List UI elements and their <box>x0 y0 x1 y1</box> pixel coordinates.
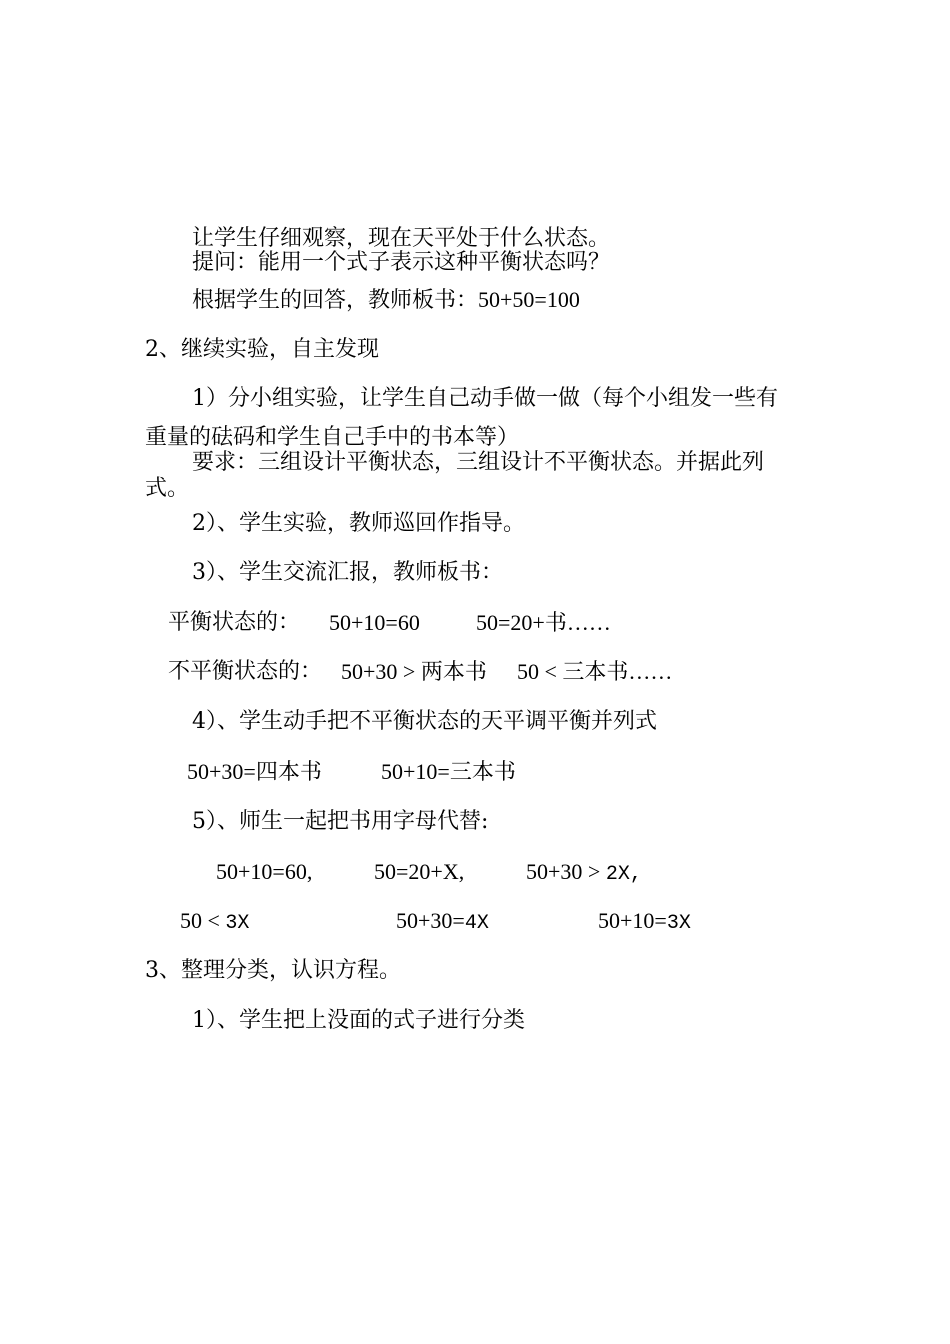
adjusted-equation-1: 50+30=四本书 <box>187 759 322 784</box>
unbalanced-equation-1: 50+30 > 两本书 <box>341 659 487 684</box>
section-heading-3: 3、整理分类，认识方程。 <box>145 958 401 983</box>
balanced-equation-2: 50=20+书…… <box>476 610 611 635</box>
text-line-requirement-cont: 式。 <box>145 476 190 501</box>
text-line-question: 提问：能用一个式子表示这种平衡状态吗？ <box>192 250 611 275</box>
text-line-letter-substitution: 5）、师生一起把书用字母代替: <box>192 809 489 834</box>
section-heading-2: 2、继续实验，自主发现 <box>145 337 379 362</box>
board-text: 根据学生的回答，教师板书： <box>192 288 479 313</box>
text-line-classify: 1）、学生把上没面的式子进行分类 <box>192 1008 525 1033</box>
unbalanced-equation-2: 50 < 三本书…… <box>517 659 673 684</box>
letter-equation-1: 50+10=60, <box>216 859 313 884</box>
text-line-student-experiment: 2）、学生实验，教师巡回作指导。 <box>192 511 525 536</box>
text-line-observe: 让学生仔细观察，现在天平处于什么状态。 <box>192 226 611 251</box>
letter-equation-3 <box>526 859 642 888</box>
letter-equation-6-left: 50+10= <box>598 908 667 933</box>
text-line-report: 3）、学生交流汇报，教师板书： <box>192 560 503 585</box>
letter-equation-4-left: 50 < <box>180 908 226 933</box>
letter-equation-2: 50=20+X, <box>374 859 465 884</box>
unbalanced-label: 不平衡状态的： <box>168 659 323 684</box>
letter-equation-5-right: 4X <box>464 912 489 935</box>
text-line-group-experiment: 1）分小组实验，让学生自己动手做一做（每个小组发一些有 <box>192 386 778 411</box>
text-line-adjust-balance: 4）、学生动手把不平衡状态的天平调平衡并列式 <box>192 709 657 734</box>
letter-equation-6 <box>598 908 691 937</box>
letter-equation-5 <box>396 908 489 937</box>
letter-equation-6-right: 3X <box>666 912 691 935</box>
text-line-group-experiment-cont: 重量的砝码和学生自己手中的书本等） <box>145 425 520 450</box>
adjusted-equation-2: 50+10=三本书 <box>381 759 516 784</box>
text-line-requirement: 要求：三组设计平衡状态，三组设计不平衡状态。并据此列 <box>192 450 765 475</box>
letter-equation-5-left: 50+30= <box>396 908 465 933</box>
letter-equation-4 <box>180 908 249 937</box>
letter-equation-4-right: 3X <box>225 912 250 935</box>
board-equation: 50+50=100 <box>478 287 580 312</box>
balanced-equation-1: 50+10=60 <box>329 610 420 635</box>
letter-equation-3-right: 2X, <box>605 863 642 886</box>
text-line-board <box>192 287 580 314</box>
letter-equation-3-left: 50+30 > <box>526 859 606 884</box>
balanced-label: 平衡状态的： <box>168 610 301 635</box>
